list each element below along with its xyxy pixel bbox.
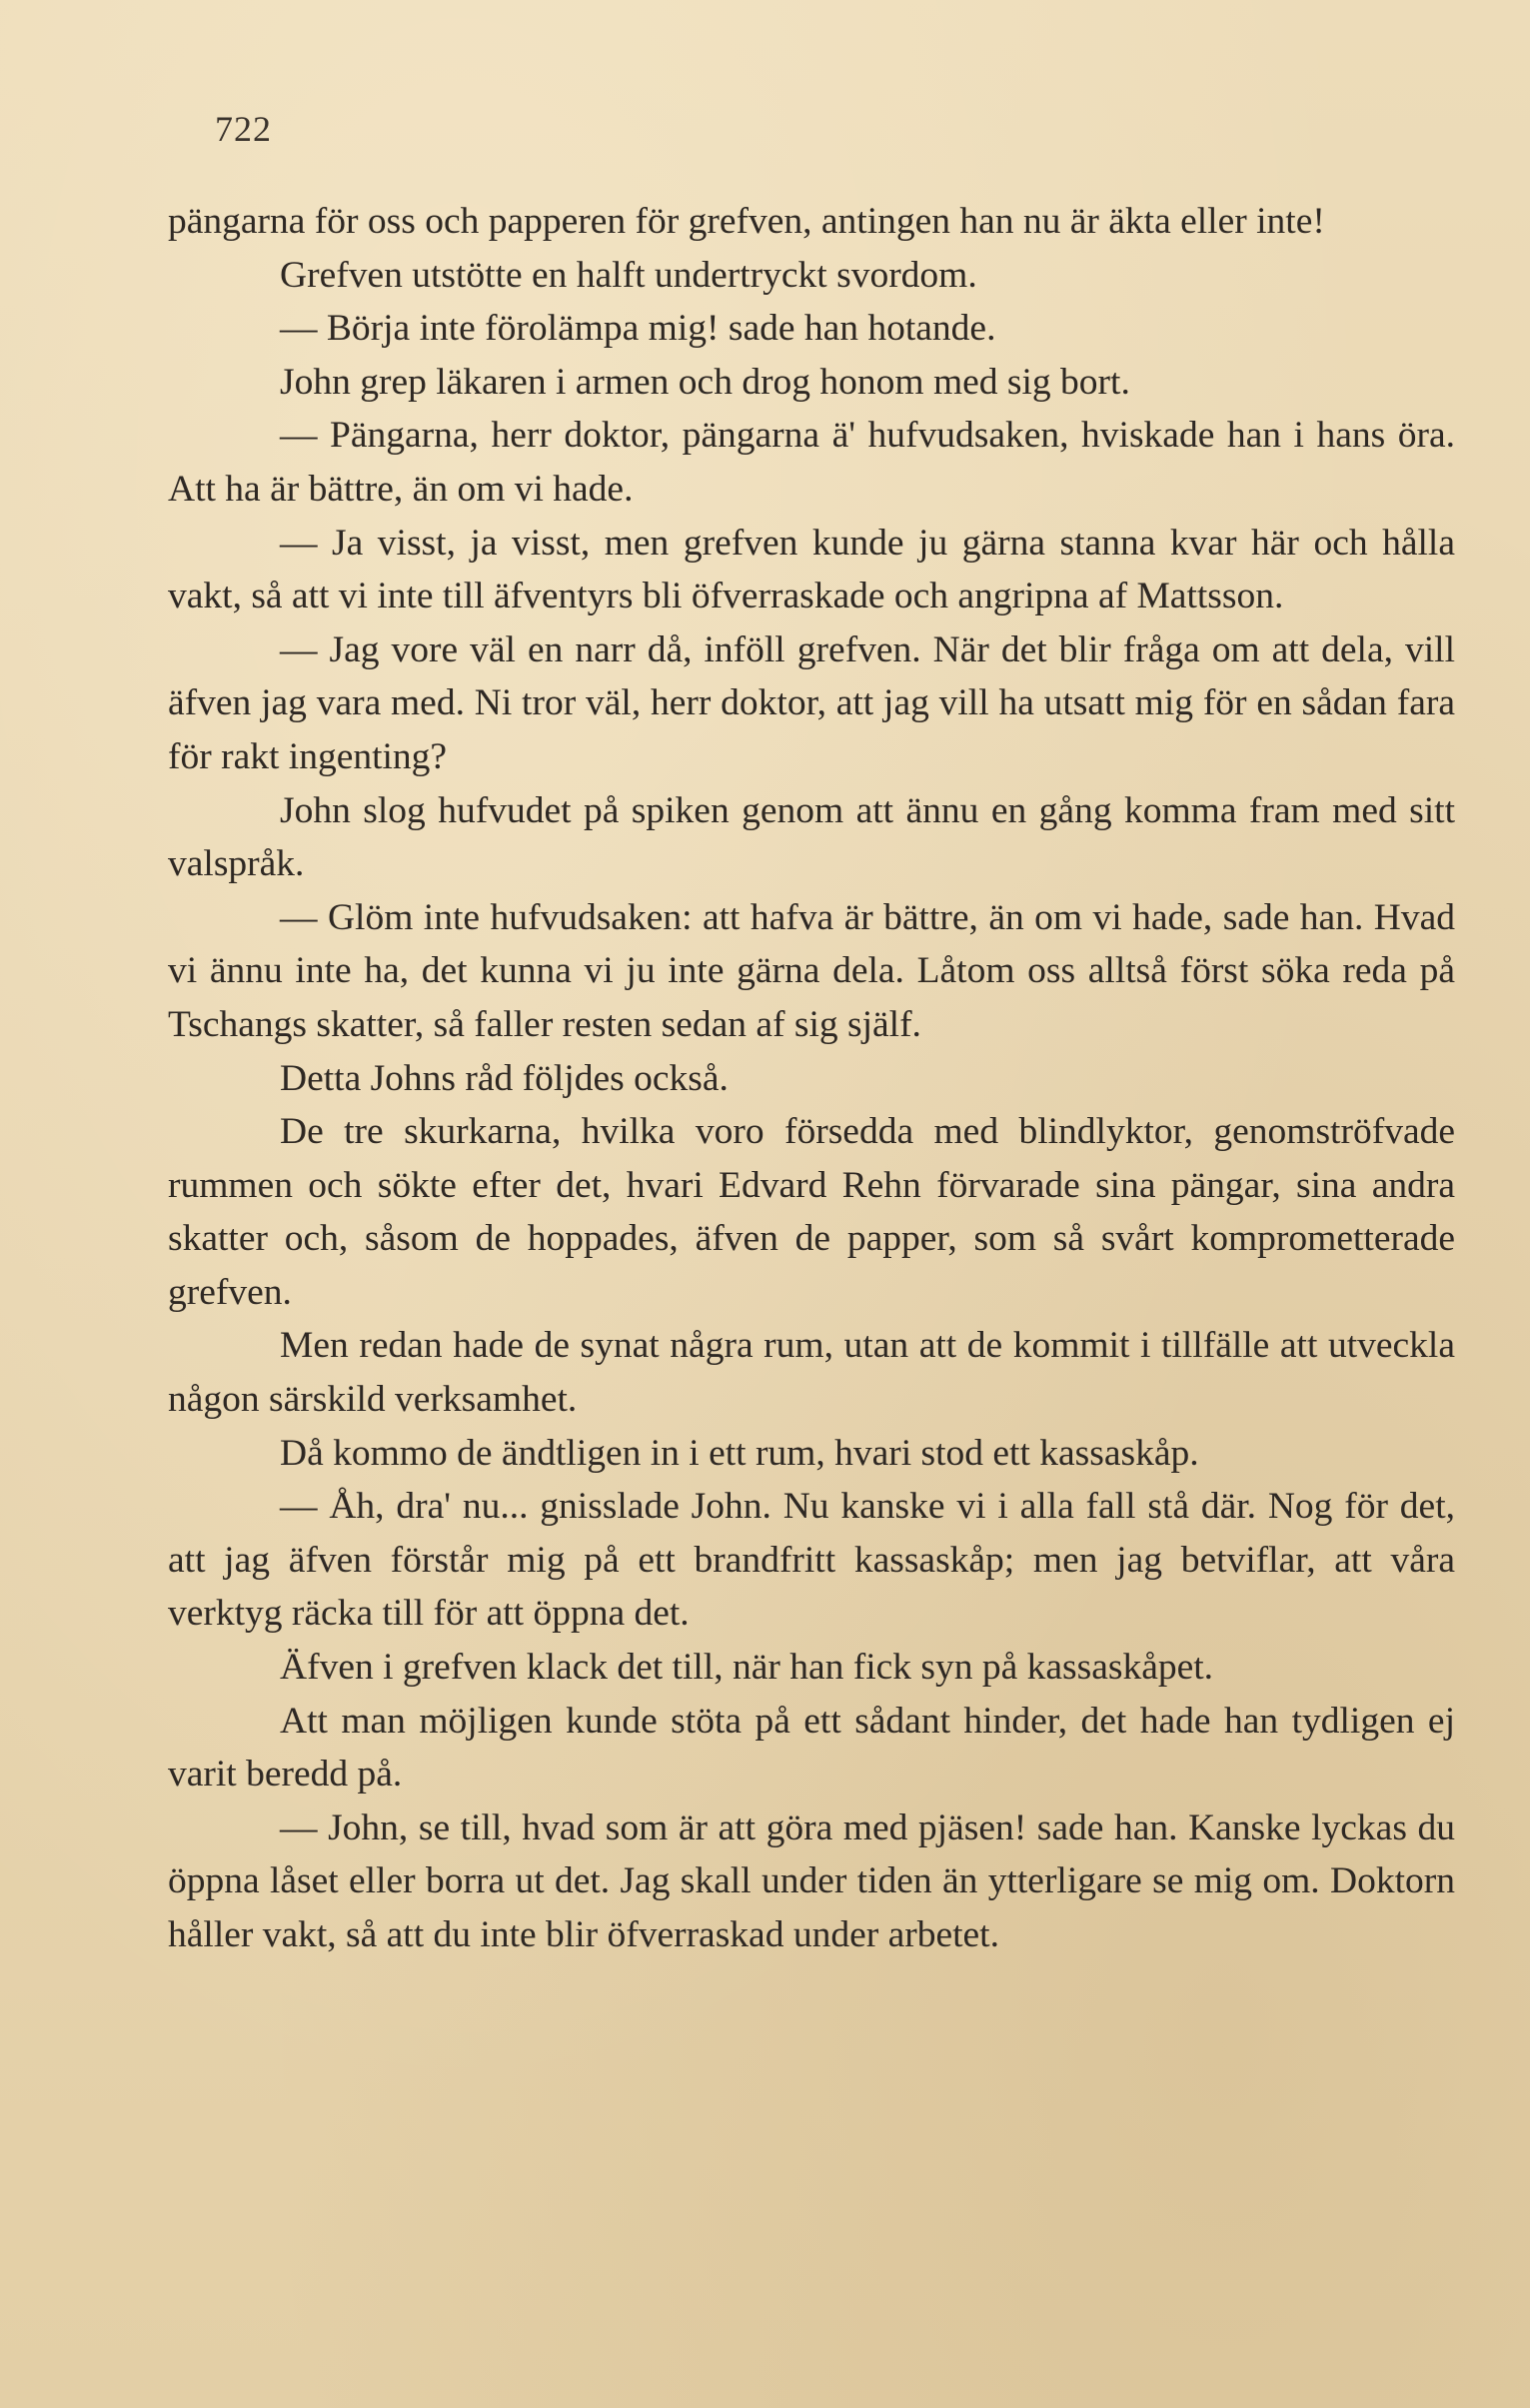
paragraph: — Ja visst, ja visst, men grefven kunde ju gärna stanna kvar här och hålla vakt, så att vi inte till äfventyrs bli öfverraskade och angripna af Mattsson.: [168, 522, 1455, 617]
paragraph: — John, se till, hvad som är att göra med pjäsen! sade han. Kanske lyckas du öppna låset eller borra ut det. Jag skall under tiden än ytterligare se mig om. Doktorn håller vakt, så att du inte blir öfverraskad under arbetet.: [168, 1806, 1455, 1955]
body-text: [168, 195, 1455, 1962]
paragraph: Men redan hade de synat några rum, utan att de kommit i tillfälle att utveckla någon särskild verksamhet.: [168, 1325, 1455, 1421]
paragraph: Grefven utstötte en halft undertryckt svordom.: [280, 254, 977, 296]
paragraph: John slog hufvudet på spiken genom att ännu en gång komma fram med sitt valspråk.: [168, 789, 1455, 885]
paragraph: — Börja inte förolämpa mig! sade han hotande.: [280, 308, 996, 350]
page-number: 722: [215, 109, 272, 149]
paragraph: Att man möjligen kunde stöta på ett sådant hinder, det hade han tydligen ej varit beredd på.: [168, 1700, 1455, 1796]
paragraph: — Pängarna, herr doktor, pängarna ä' hufvudsaken, hviskade han i hans öra. Att ha är bättre, än om vi hade.: [168, 415, 1455, 510]
paragraph: Då kommo de ändtligen in i ett rum, hvari stod ett kassaskåp.: [280, 1432, 1199, 1474]
paragraph: John grep läkaren i armen och drog honom med sig bort.: [280, 361, 1130, 403]
paragraph: Detta Johns råd följdes också.: [280, 1057, 729, 1099]
paragraph: Äfven i grefven klack det till, när han fick syn på kassaskåpet.: [280, 1647, 1214, 1689]
paragraph: — Glöm inte hufvudsaken: att hafva är bättre, än om vi hade, sade han. Hvad vi ännu inte ha, det kunna vi ju inte gärna dela. Låtom oss alltså först söka reda på Tschangs skatter, så faller resten sedan af sig själf.: [168, 896, 1455, 1045]
paragraph: — Åh, dra' nu... gnisslade John. Nu kanske vi i alla fall stå där. Nog för det, att jag äfven förstår mig på ett brandfritt kassaskåp; men jag betviflar, att våra verktyg räcka till för att öppna det.: [168, 1486, 1455, 1635]
paragraph: — Jag vore väl en narr då, inföll grefven. När det blir fråga om att dela, vill äfven jag vara med. Ni tror väl, herr doktor, att jag vill ha utsatt mig för en sådan fara för rakt ingenting?: [168, 628, 1455, 777]
paragraph: De tre skurkarna, hvilka voro försedda med blindlyktor, genomströfvade rummen och sökte efter det, hvari Edvard Rehn förvarade sina pängar, sina andra skatter och, såsom de hoppades, äfven de papper, som så svårt komprometterade grefven.: [168, 1111, 1455, 1313]
paragraph: pängarna för oss och papperen för grefven, antingen han nu är äkta eller inte!: [168, 201, 1325, 242]
